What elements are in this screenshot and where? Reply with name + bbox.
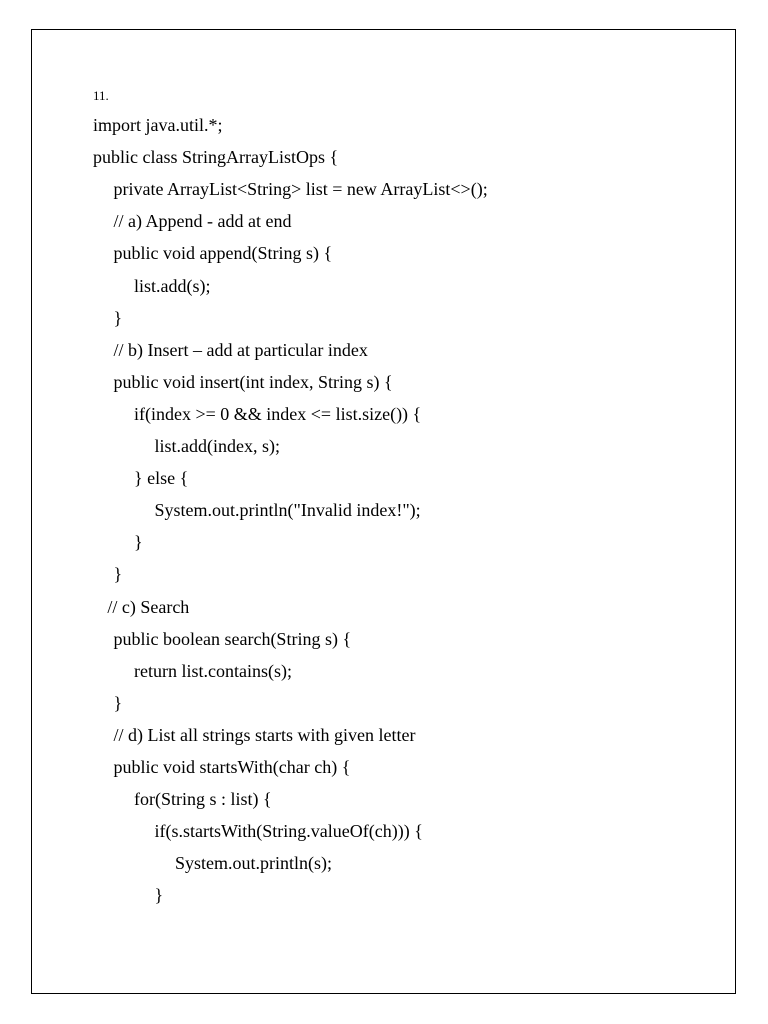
code-line: public boolean search(String s) {	[113, 628, 352, 649]
question-number: 11.	[93, 88, 109, 103]
code-line: // b) Insert – add at particular index	[113, 339, 368, 360]
code-line: if(s.startsWith(String.valueOf(ch))) {	[154, 821, 423, 842]
code-line: // a) Append - add at end	[113, 211, 292, 232]
code-line: }	[113, 692, 123, 713]
code-line: }	[134, 532, 143, 553]
code-line: System.out.println("Invalid index!");	[154, 500, 421, 521]
code-line: return list.contains(s);	[134, 660, 292, 681]
code-line: if(index >= 0 && index <= list.size()) {	[134, 403, 422, 424]
code-line: public void append(String s) {	[113, 243, 333, 264]
code-line: }	[154, 885, 164, 906]
code-line: import java.util.*;	[93, 115, 223, 135]
code-line: for(String s : list) {	[134, 789, 272, 810]
code-line: public class StringArrayListOps {	[93, 147, 339, 168]
code-line: // d) List all strings starts with given letter	[113, 724, 416, 745]
code-line: System.out.println(s);	[175, 853, 332, 874]
code-line: public void insert(int index, String s) {	[113, 371, 393, 392]
code-line: } else {	[134, 468, 189, 489]
code-line: // c) Search	[107, 596, 190, 617]
code-line: list.add(s);	[134, 275, 211, 296]
code-line: list.add(index, s);	[154, 436, 280, 456]
code-line: public void startsWith(char ch) {	[113, 757, 351, 777]
code-line: }	[113, 307, 123, 328]
code-line: }	[113, 564, 123, 585]
code-line: private ArrayList<String> list = new ArrayList<>();	[113, 179, 488, 200]
